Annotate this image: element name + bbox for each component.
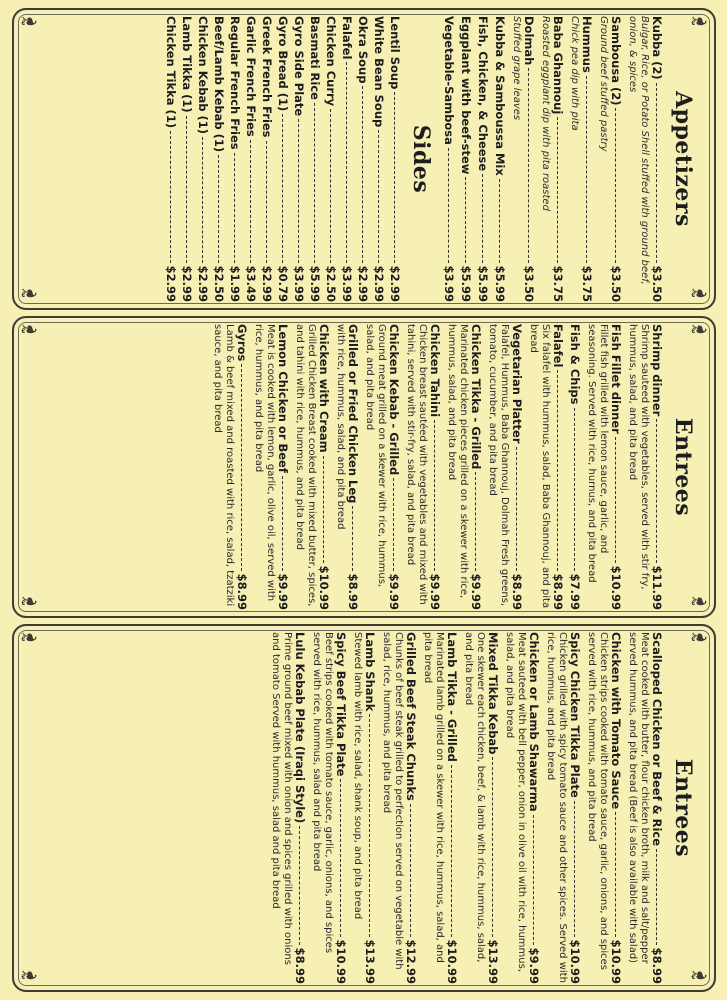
menu-item-row (568, 324, 582, 610)
menu-item-name: Lemon Chicken or Beef (276, 324, 290, 473)
corner-ornament: ❧ (19, 590, 39, 615)
menu-item-name: Lamb Tikka - Grilled (445, 632, 459, 762)
menu-item-row (609, 632, 623, 984)
menu-item-name: Lamb Shank (363, 632, 377, 712)
dotted-leader (218, 155, 219, 262)
menu-item-name: Chicken with Tomato Sauce (609, 632, 623, 810)
menu-item (597, 16, 623, 302)
menu-item-price: $5.99 (476, 265, 490, 302)
menu-item-row (196, 16, 210, 302)
menu-item (324, 16, 338, 302)
dotted-leader (434, 420, 435, 571)
dotted-leader (394, 92, 395, 262)
menu-item-row (469, 324, 483, 610)
menu-item (539, 16, 565, 302)
menu-item-row (388, 16, 402, 302)
dotted-leader (299, 826, 300, 944)
menu-item-description: Chicken grilled with spicy tomato sauce and other spices. Served with rice, hummus, and pita bread (545, 632, 568, 983)
menu-item-description: Chunks of beef steak grilled to perfection served on vegetable with salad, rice, hummus, and pita bread (381, 632, 404, 970)
menu-item (308, 16, 322, 302)
menu-item-description: Marinated lamb grilled on a skewer with rice, hummus, salad, and pita bread (422, 632, 445, 963)
menu-item-price: $2.99 (180, 265, 194, 302)
menu-item-description: Grilled Chicken Breast cooked with mixed butter, spices, and tahini with rice, hummus, and pita bread (294, 324, 317, 607)
dotted-leader (393, 478, 394, 570)
menu-item (260, 16, 274, 302)
dotted-leader (298, 119, 299, 262)
dotted-leader (410, 804, 411, 937)
menu-item-name: Chicken Tikka (1) (164, 16, 178, 129)
menu-item (196, 16, 210, 302)
menu-item-row (292, 16, 306, 302)
menu-item-price: $10.99 (609, 939, 623, 984)
menu-item (269, 632, 307, 984)
menu-item (462, 632, 500, 984)
dotted-leader (202, 137, 203, 263)
menu-item-name: Chicken Kebab (1) (196, 16, 210, 134)
corner-ornament: ❧ (689, 318, 709, 343)
menu-item-price: $2.99 (196, 265, 210, 302)
menu-item (503, 632, 541, 984)
menu-item (585, 324, 623, 610)
dotted-leader (314, 103, 315, 263)
menu-item-name: Scalloped Chicken or Beef & Rice (650, 632, 664, 847)
dotted-leader (574, 801, 575, 937)
corner-ornament: ❧ (19, 964, 39, 989)
menu-item-row (522, 16, 536, 302)
menu-item (310, 632, 348, 984)
menu-item (380, 632, 418, 984)
menu-item-description: Stewed lamb with rice, salad, shank soup, and pita bread (352, 632, 363, 920)
dotted-leader (282, 476, 283, 571)
menu-item-price: $5.99 (459, 265, 473, 302)
menu-item (244, 16, 258, 302)
menu-item-row (244, 16, 258, 302)
menu-item-price: $3.75 (580, 265, 594, 302)
corner-ornament: ❧ (689, 10, 709, 35)
dotted-leader (482, 174, 483, 262)
menu-item (164, 16, 178, 302)
menu-item-name: Gyros (235, 324, 249, 362)
menu-item (445, 324, 483, 610)
menu-item-name: Grilled Beef Steak Chunks (404, 632, 418, 801)
corner-ornament: ❧ (689, 590, 709, 615)
corner-ornament: ❧ (19, 626, 39, 651)
menu-item-name: Falafel (340, 16, 354, 60)
dotted-leader (574, 408, 575, 571)
menu-item-row (387, 324, 401, 610)
menu-item (626, 16, 664, 302)
menu-item (363, 324, 401, 610)
menu-item-row (650, 324, 664, 610)
menu-item-description: Meat cooked with butter, flour chicken broth, milk and salt/pepper served hummus, and pita bread (Beef is also available with salad) (627, 632, 650, 964)
menu-item-description: Lamb & beef mixed and roasted with rice, salad, tzatziki sauce, and pita bread (212, 324, 235, 607)
menu-item-name: Gyro Bread (1) (276, 16, 290, 112)
menu-item-description: Falafel, Hummus, Baba Ghannouj, Dolmah Fresh greens, tomato, cucumber, and pita bread (487, 324, 510, 607)
menu-item-price: $7.99 (568, 573, 582, 610)
dotted-leader (362, 86, 363, 262)
dotted-leader (378, 130, 379, 262)
menu-item-price: $10.99 (445, 939, 459, 984)
menu-item-price: $9.99 (276, 573, 290, 610)
menu-item-row (551, 16, 565, 302)
menu-item-name: Okra Soup (356, 16, 370, 84)
menu-item-name: Dolmah (522, 16, 536, 66)
menu-item (228, 16, 242, 302)
menu-item-row (476, 16, 490, 302)
menu-item (340, 16, 354, 302)
menu-item-row (317, 324, 331, 610)
menu-item-name: Greek French Fries (260, 16, 274, 138)
menu-item-name: Grilled or Fried Chicken Leg (346, 324, 360, 504)
menu-item-name: Chicken with Cream (317, 324, 331, 453)
menu-item-row (551, 324, 565, 610)
menu-item-row (363, 632, 377, 984)
menu-item-price: $2.99 (260, 265, 274, 302)
menu-item (459, 16, 473, 302)
menu-item-price: $8.99 (235, 573, 249, 610)
menu-item-price: $8.99 (551, 573, 565, 610)
menu-item (442, 16, 456, 302)
dotted-leader (475, 472, 476, 570)
menu-item-name: Falafel (551, 324, 565, 368)
menu-item-price: $10.99 (334, 939, 348, 984)
menu-item (626, 632, 664, 984)
menu-item-description: Fillet fish grilled with lemon sauce, garlic, and seasoning. Served with rice, hurnus, and pita bread (586, 324, 609, 583)
dotted-leader (615, 108, 616, 262)
menu-item (212, 16, 226, 302)
menu-item (180, 16, 194, 302)
menu-item-row (228, 16, 242, 302)
menu-item-description: Stuffed grape leaves (511, 16, 522, 121)
menu-item-price: $3.75 (551, 265, 565, 302)
dotted-leader (499, 179, 500, 263)
menu-item-name: Eggplant with beef-stew (459, 16, 473, 175)
menu-item-description: One skewer each chicken, beef, & lamb with rice, hummus, salad, and pita bread (463, 632, 486, 963)
menu-item-row (334, 632, 348, 984)
menu-item-row (340, 16, 354, 302)
menu-item (476, 16, 490, 302)
menu-item-description: with rice, hummus, salad, and pita bread (335, 324, 346, 530)
dotted-leader (323, 456, 324, 563)
menu-item-price: $3.99 (340, 265, 354, 302)
dotted-leader (346, 62, 347, 262)
corner-ornament: ❧ (19, 10, 39, 35)
menu-item-name: Basmati Rice (308, 16, 322, 100)
menu-item-row (404, 632, 418, 984)
menu-item (293, 324, 331, 610)
menu-item-row (235, 324, 249, 610)
menu-item-description: Ground beef stuffed pastry (598, 16, 609, 152)
section-title-entrees: Entrees (670, 758, 696, 858)
menu-item (544, 632, 582, 984)
menu-item-price: $10.99 (568, 939, 582, 984)
dotted-leader (282, 114, 283, 262)
menu-item-row (356, 16, 370, 302)
menu-item (356, 16, 370, 302)
menu-item-name: Fish Fillet dinner (609, 324, 623, 434)
menu-item-row (372, 16, 386, 302)
menu-item-description: Beef strips cooked with tomato sauce, garlic, onions, and spices served with rice, hummus, salad and pita bread (311, 632, 334, 954)
menu-item-price: $5.99 (493, 265, 507, 302)
menu-item (211, 324, 249, 610)
menu-item-row (276, 16, 290, 302)
menu-item-row (293, 632, 307, 984)
menu-item-name: White Bean Soup (372, 16, 386, 128)
corner-ornament: ❧ (689, 964, 709, 989)
menu-item (351, 632, 377, 984)
dotted-leader (451, 765, 452, 937)
dotted-leader (615, 437, 616, 563)
entrees-1-content (24, 324, 704, 610)
menu-item-description: Shrimp sauteed with vegetables, served with stir fry, hummus, salad, and pita bread (627, 324, 650, 590)
dotted-leader (352, 506, 353, 570)
menu-item-row (580, 16, 594, 302)
menu-item-name: Hummus (580, 16, 594, 73)
menu-item-price: $2.50 (324, 265, 338, 302)
menu-item-row (609, 324, 623, 610)
dotted-leader (557, 117, 558, 262)
corner-ornament: ❧ (689, 626, 709, 651)
menu-item (388, 16, 402, 302)
menu-item-name: Kubba (2) (650, 16, 664, 80)
dotted-leader (186, 116, 187, 263)
section-title-appetizers: Appetizers (670, 91, 696, 227)
menu-item-price: $3.50 (522, 265, 536, 302)
menu-item-description: Chicken breast sautéed with vegetables and mixed with tahini, served with stir-fry, salad, and pita bread (405, 324, 428, 605)
dotted-leader (656, 849, 657, 945)
menu-item-price: $8.99 (293, 947, 307, 984)
menu-item-price: $1.99 (228, 265, 242, 302)
entrees-2-content (24, 632, 704, 984)
menu-item-row (442, 16, 456, 302)
corner-ornament: ❧ (689, 282, 709, 307)
appetizer-list (442, 16, 664, 302)
menu-item-name: Vegetarian Platter (510, 324, 524, 444)
menu-item-row (650, 632, 664, 984)
menu-item-row (609, 16, 623, 302)
menu-item (292, 16, 306, 302)
dotted-leader (241, 364, 242, 570)
section-title-entrees: Entrees (670, 417, 696, 517)
menu-item-price: $13.99 (363, 939, 377, 984)
menu-item (527, 324, 565, 610)
dotted-leader (369, 714, 370, 936)
dotted-leader (656, 83, 657, 263)
menu-item-row (308, 16, 322, 302)
menu-item-name: Gyro Side Plate (292, 16, 306, 117)
menu-item-name: Chicken Tahini (428, 324, 442, 418)
menu-item-row (527, 632, 541, 984)
menu-item-name: Shrimp dinner (650, 324, 664, 417)
menu-item (404, 324, 442, 610)
menu-item-price: $2.99 (164, 265, 178, 302)
menu-item-name: Regular French Fries (228, 16, 242, 150)
dotted-leader (533, 815, 534, 945)
dotted-leader (656, 419, 657, 562)
menu-item-description: Meat sauteed with bell pepper, onion in olive oil with rice, hummus, salad, and pita bread (504, 632, 527, 972)
menu-item-name: Baba Ghannouj (551, 16, 565, 115)
menu-item (510, 16, 536, 302)
menu-item-name: Mixed Tikka Kebab (486, 632, 500, 755)
menu-item-description: Bulgar, Rice, or Potato Shell stuffed with ground beef, onion, & spices (627, 16, 650, 285)
menu-item-name: Chicken Kebab - Grilled (387, 324, 401, 476)
dotted-leader (448, 148, 449, 263)
dotted-leader (266, 141, 267, 263)
dotted-leader (615, 812, 616, 936)
menu-item-price: $2.99 (356, 265, 370, 302)
dotted-leader (586, 76, 587, 263)
menu-item-row (212, 16, 226, 302)
menu-item (334, 324, 360, 610)
menu-item-row (428, 324, 442, 610)
menu-item-row (650, 16, 664, 302)
menu-item-description: Ground meat grilled on a skewer with rice, hummus, salad, and pita bread (364, 324, 387, 588)
menu-item-name: Chicken or Lamb Shawarma (527, 632, 541, 812)
dotted-leader (516, 447, 517, 571)
dotted-leader (250, 140, 251, 263)
menu-item-price: $0.79 (276, 265, 290, 302)
menu-item-row (510, 324, 524, 610)
dotted-leader (170, 131, 171, 263)
corner-ornament: ❧ (19, 318, 39, 343)
menu-item (626, 324, 664, 610)
menu-item-price: $8.99 (650, 947, 664, 984)
dotted-leader (330, 109, 331, 262)
dotted-leader (234, 153, 235, 263)
menu-item-name: Lentil Soup (388, 16, 402, 90)
menu-item-name: Fish, Chicken, & Cheese (476, 16, 490, 172)
menu-item-price: $10.99 (609, 565, 623, 610)
menu-item-row (276, 324, 290, 610)
menu-item-price: $3.99 (442, 265, 456, 302)
menu-item-name: Fish & Chips (568, 324, 582, 405)
menu-item-row (324, 16, 338, 302)
menu-item-price: $3.50 (609, 265, 623, 302)
menu-item-price: $9.99 (527, 947, 541, 984)
menu-item-row (164, 16, 178, 302)
menu-item-price: $3.99 (292, 265, 306, 302)
menu-item-price: $10.99 (317, 565, 331, 610)
menu-item-description: Roasted eggplant dip with pita roasted (540, 16, 551, 211)
menu-item-row (459, 16, 473, 302)
menu-item-row (260, 16, 274, 302)
menu-item-row (346, 324, 360, 610)
dotted-leader (492, 757, 493, 936)
entrees-2-list (269, 632, 664, 984)
dotted-leader (465, 177, 466, 262)
menu-item-name: Spicy Chicken Tikka Plate (568, 632, 582, 798)
menu-item-name: Kubba & Samboussa Mix (493, 16, 507, 176)
menu-item-price: $3.50 (650, 265, 664, 302)
menu-item-price: $5.99 (308, 265, 322, 302)
menu-item-name: Beef/Lamb Kebab (1) (212, 16, 226, 153)
menu-item-price: $9.99 (387, 573, 401, 610)
dotted-leader (340, 779, 341, 936)
menu-item-row (493, 16, 507, 302)
menu-item (585, 632, 623, 984)
menu-item-price: $2.99 (372, 265, 386, 302)
menu-item (486, 324, 524, 610)
corner-ornament: ❧ (19, 282, 39, 307)
menu-item (568, 324, 582, 610)
menu-item-name: Vegetable-Sambosa (442, 16, 456, 145)
menu-item-name: Chicken Tikka - Grilled (469, 324, 483, 470)
menu-item-name: Lulu Kebab Plate (Iraqi Style) (293, 632, 307, 824)
entrees-panel-1 (12, 316, 716, 618)
menu-item-row (486, 632, 500, 984)
menu-item-price: $11.99 (650, 565, 664, 610)
menu-item-row (180, 16, 194, 302)
menu-item-price: $3.49 (244, 265, 258, 302)
menu-item-price: $8.99 (346, 573, 360, 610)
appetizers-content (24, 16, 704, 302)
menu-item-price: $8.99 (510, 573, 524, 610)
menu-item-price: $9.99 (428, 573, 442, 610)
menu-item-price: $12.99 (404, 939, 418, 984)
menu-item (421, 632, 459, 984)
menu-item-row (445, 632, 459, 984)
menu-item-price: $13.99 (486, 939, 500, 984)
menu-item-price: $2.99 (388, 265, 402, 302)
section-title-sides: Sides (408, 124, 434, 194)
menu-item-description: Meat is cooked with lemon, garlic, olive oil, served with rice, hummus, and pita bread (253, 324, 276, 602)
menu-item-name: Chicken Curry (324, 16, 338, 107)
menu-item-name: Garlic French Fries (244, 16, 258, 137)
menu-item-description: Six falafel with hummus, salad, Baba Ghannouj, and pita bread (528, 324, 551, 609)
menu-item (372, 16, 386, 302)
menu-item-description: Chick pea dip with pita (569, 16, 580, 131)
menu-item-price: $9.99 (469, 573, 483, 610)
menu-item (568, 16, 594, 302)
menu-item (493, 16, 507, 302)
appetizers-panel (12, 8, 716, 310)
dotted-leader (557, 370, 558, 570)
entrees-1-list (211, 324, 664, 610)
menu-item (276, 16, 290, 302)
dotted-leader (528, 68, 529, 262)
menu-item-price: $2.50 (212, 265, 226, 302)
menu-item-description: Prime ground beef mixed with onion and spices grilled with onions and tomato Served with hummus, salad and pita bread (270, 632, 293, 965)
menu-item-description: Chicken strips cooked with tomato sauce, garlic, onions, and spices served with rice, hummus, and pita bread (586, 632, 609, 970)
menu-item-name: Spicy Beef Tikka Plate (334, 632, 348, 777)
menu-item-row (568, 632, 582, 984)
menu-item-name: Sambousa (2) (609, 16, 623, 106)
sides-list (164, 16, 402, 302)
menu-item (252, 324, 290, 610)
menu-item-description: Marinated chicken pieces grilled on a skewer with rice, hummus, salad, and pita bread (446, 324, 469, 599)
menu-item-name: Lamb Tikka (1) (180, 16, 194, 113)
entrees-panel-2 (12, 624, 716, 992)
